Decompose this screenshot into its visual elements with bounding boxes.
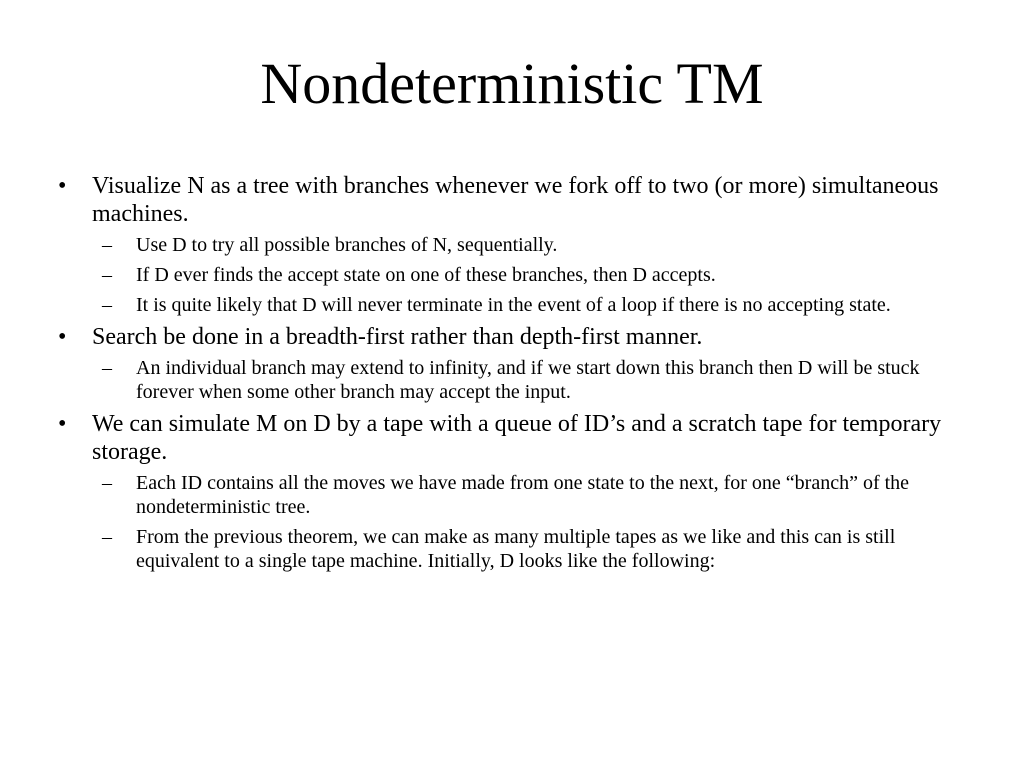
dash-marker: – [102,357,112,379]
bullet-item [52,323,972,404]
sub-bullet-text: It is quite likely that D will never terminate in the event of a loop if there is no accepting state. [136,294,891,316]
dash-marker: – [102,526,112,548]
sub-bullet-list [92,356,972,404]
bullet-text: Search be done in a breadth-first rather than depth-first manner. [92,324,703,350]
sub-bullet-list [92,233,972,317]
sub-bullet-text: Use D to try all possible branches of N, sequentially. [136,234,558,256]
sub-bullet-text: If D ever finds the accept state on one of these branches, then D accepts. [136,264,716,286]
bullet-item [52,172,972,317]
sub-bullet-item [92,525,972,573]
bullet-marker: • [58,324,67,350]
dash-marker: – [102,264,112,286]
bullet-text: Visualize N as a tree with branches whenever we fork off to two (or more) simultaneous machines. [92,173,939,227]
bullet-list [52,172,972,579]
bullet-item [52,410,972,573]
sub-bullet-item [92,233,972,257]
dash-marker: – [102,472,112,494]
sub-bullet-item [92,471,972,519]
sub-bullet-item [92,263,972,287]
dash-marker: – [102,234,112,256]
bullet-marker: • [58,173,67,199]
dash-marker: – [102,294,112,316]
sub-bullet-item [92,356,972,404]
bullet-text: We can simulate M on D by a tape with a queue of ID’s and a scratch tape for temporary storage. [92,411,942,465]
sub-bullet-text: An individual branch may extend to infinity, and if we start down this branch then D will be stuck forever when some other branch may accept the input. [136,357,920,403]
bullet-marker: • [58,411,67,437]
sub-bullet-item [92,293,972,317]
sub-bullet-text: From the previous theorem, we can make as many multiple tapes as we like and this can is still equivalent to a single tape machine. Initially, D looks like the following: [136,526,896,572]
sub-bullet-text: Each ID contains all the moves we have made from one state to the next, for one “branch” of the nondeterministic tree. [136,472,910,518]
sub-bullet-list [92,471,972,573]
slide-title: Nondeterministic TM [260,51,764,116]
